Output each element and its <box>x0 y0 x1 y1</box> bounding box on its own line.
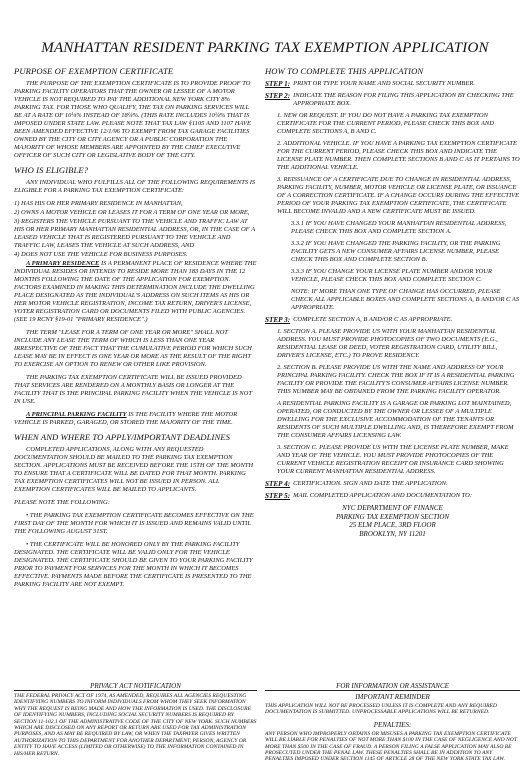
info-heading: FOR INFORMATION OR ASSISTANCE <box>265 682 520 691</box>
step-text: INDICATE THE REASON FOR FILING THIS APPLICATION BY CHECKING THE APPROPRIATE BOX. <box>293 92 514 107</box>
privacy-text: THE FEDERAL PRIVACY ACT OF 1974, AS AMENDED, REQUIRES ALL AGENCIES REQUESTING IDENTIFYING NUMBERS TO INFORM INDIVIDUALS FROM WHOM THEY SEEK INFORMATION WHY THE REQUEST IS BEING MADE AND HOW THE INFORMATION IS USED. THE DISCLOSURE OF IDENTIFYING NUMBERS, INCLUDING SOCIAL SECURITY NUMBERS IS REQUIRED BY SECTION 11-102.1 OF THE ADMINISTRATIVE CODE OF THE CITY OF NEW YORK. SUCH NUMBERS WHICH ARE DISCLOSED ON ANY REPORT OR RETURN ARE USED FOR TAX ADMINISTRATION PURPOSES, AND AS MAY BE REQUIRED BY LAW, OR WHEN THE TAXPAYER GIVES WRITTEN AUTHORIZATION TO THIS DEPARTMENT FOR ANOTHER DEPARTMENT, PERSON, AGENCY OR ENTITY TO HAVE ACCESS (LIMITED OR OTHERWISE) TO THE INFORMATION CONTAINED IN HIS/HER RETURN. <box>14 693 257 757</box>
reminder-text: THIS APPLICATION WILL NOT BE PROCESSED UNLESS IT IS COMPLETE AND ANY REQUIRED DOCUMENTATION IS SUBMITTED. UNPROCESSABLE APPLICATIONS WILL BE RETURNED. <box>265 703 497 716</box>
section-b-text: 2. SECTION B. PLEASE PROVIDE US WITH THE NAME AND ADDRESS OF YOUR PRINCIPAL PARKING FACILITY. CHECK THE BOX IF IT IS A RESIDENTIAL PARKING FACILITY OR PROVIDE THE FACILITY'S CONSUMER AFFAIRS LICENSE NUMBER. THIS NUMBER MAY BE OBTAINED FROM THE PARKING FACILITY OPERATOR. <box>277 364 515 395</box>
privacy-section <box>14 682 257 762</box>
step-5 <box>265 492 520 500</box>
when-where-text: COMPLETED APPLICATIONS, ALONG WITH ANY REQUESTED DOCUMENTATION SHOULD BE MAILED TO THE PARKING TAX EXEMPTION SECTION. APPLICATIONS MUST BE RECEIVED BEFORE THE 15TH OF THE MONTH TO ENSURE THAT A CERTIFICATE WILL BE DATED FOR THAT MONTH. PARKING TAX EXEMPTION CERTIFICATES WILL NOT BE ISSUED IN PERSON. ALL EXEMPTION CERTIFICATES WILL BE MAILED TO APPLICANTS. <box>14 446 254 493</box>
penalties-heading: PENALTIES: <box>373 720 412 729</box>
left-column <box>14 66 257 736</box>
requirement-item: 1) HAS HIS OR HER PRIMARY RESIDENCE IN MANHATTAN, <box>14 200 183 207</box>
address-line: NYC DEPARTMENT OF FINANCE <box>342 504 443 512</box>
principal-facility-text: IS THE FACILITY WHERE THE MOTOR VEHICLE IS PARKED, GARAGED, OR STORED THE MAJORITY OF THE TIME. <box>14 411 238 426</box>
page-title: MANHATTAN RESIDENT PARKING TAX EXEMPTION APPLICATION <box>41 40 489 56</box>
address-line: PARKING TAX EXEMPTION SECTION <box>335 512 450 521</box>
step-text: MAIL COMPLETED APPLICATION AND DOCUMENTATION TO: <box>293 492 473 499</box>
penalties-text: ANY PERSON WHO IMPROPERLY OBTAINS OR MISUSES A PARKING TAX EXEMPTION CERTIFICATE WILL BE LIABLE FOR PENALTIES OF NOT MORE THAN $100 IN THE CASE OF NEGLIGENCE AND NOT MORE THAN $500 IN THE CASE OF FRAUD. A PERSON FILING A FALSE APPLICATION MAY ALSO BE PROSECUTED UNDER THE PENAL LAW. THESE PENALTIES SHALL BE IN ADDITION TO ANY PENALTIES IMPOSED UNDER SECTION 1145 OF ARTICLE 28 OF THE NEW YORK STATE TAX LAW. <box>265 730 517 763</box>
primary-residence-text: IS A PERMANENT PLACE OF RESIDENCE WHERE THE INDIVIDUAL RESIDES OR INTENDS TO RESIDE MORE THAN 183 DAYS IN THE 12 MONTHS FOLLOWING THE DATE OF THE APPLICATION FOR EXEMPTION. FACTORS EXAMINED IN MAKING THIS DETERMINATION INCLUDE THE DWELLING PLACE DESIGNATED AS THE INDIVIDUAL'S ADDRESS ON SUCH ITEMS AS HIS OR HER MOTOR VEHICLE REGISTRATION, INCOME TAX RETURN, DRIVER'S LICENSE, VOTER REGISTRATION CARD OR DOCUMENTS FILED WITH PUBLIC AGENCIES. (SEE 19 RCNY §19-01 "PRIMARY RESIDENCE".) <box>14 260 257 323</box>
section-c-text: 3. SECTION C. PLEASE PROVIDE US WITH THE LICENSE PLATE NUMBER, MAKE AND YEAR OF THE VEHICLE. YOU MUST PROVIDE PHOTOCOPIES OF THE CURRENT VEHICLE REGISTRATION RECEIPT OR INSURANCE CARD SHOWING YOUR CURRENT MANHATTAN RESIDENTIAL ADDRESS. <box>277 444 509 475</box>
how-to-heading: HOW TO COMPLETE THIS APPLICATION <box>265 66 424 76</box>
when-where-heading: WHEN AND WHERE TO APPLY/IMPORTANT DEADLINES <box>14 432 231 442</box>
eligible-intro: ANY INDIVIDUAL WHO FULFILLS ALL OF THE FOLLOWING REQUIREMENTS IS ELIGIBLE FOR A PARKING TAX EXEMPTION CERTIFICATE: <box>14 179 256 194</box>
primary-residence-paragraph <box>14 260 257 324</box>
step-label: STEP 4: <box>265 480 291 488</box>
residential-facility-text: A RESIDENTIAL PARKING FACILITY IS A GARAGE OR PARKING LOT MAINTAINED, OPERATED, OR CONDUCTED BY THE OWNER OR LESSEE OF A MULTIPLE DWELLING FOR THE EXCLUSIVE ACCOMMODATION OF THE TENANTS OR RESIDENTS OF SUCH MULTIPLE DWELLING AND, IS THEREFORE EXEMPT FROM THE CONSUMER AFFAIRS LICENSING LAW. <box>277 400 514 439</box>
step-2 <box>265 92 520 108</box>
step-2-item-3-3: 3.3.3 IF YOU CHANGE YOUR LICENSE PLATE NUMBER AND/OR YOUR VEHICLE, PLEASE CHECK THIS BOX AND COMPLETE SECTION C. <box>291 268 492 283</box>
note-multiple-changes: NOTE: IF MORE THAN ONE TYPE OF CHANGE HAS OCCURRED, PLEASE CHECK ALL APPLICABLE BOXES AND COMPLETE SECTIONS A, B AND/OR C AS APPROPRIATE. <box>291 288 520 311</box>
principal-facility-term: A PRINCIPAL PARKING FACILITY <box>26 411 127 418</box>
step-2-item-3-2: 3.3.2 IF YOU HAVE CHANGED THE PARKING FACILITY, OR THE PARKING FACILITY GETS A NEW CONSUMER AFFAIRS LICENSE NUMBER, PLEASE CHECK THIS BOX AND COMPLETE SECTION B. <box>291 240 501 263</box>
purpose-heading: PURPOSE OF EXEMPTION CERTIFICATE <box>14 66 174 76</box>
step-3 <box>265 316 520 324</box>
address-line: 25 ELM PLACE, 3RD FLOOR <box>349 521 436 529</box>
requirement-item: 2) OWNS A MOTOR VEHICLE OR LEASES IT FOR A TERM OF ONE YEAR OR MORE, <box>14 209 250 216</box>
section-a-text: 1. SECTION A. PLEASE PROVIDE US WITH YOUR MANHATTAN RESIDENTIAL ADDRESS. YOU MUST PROVIDE PHOTOCOPIES OF TWO DOCUMENTS (E.G., RESIDENTIAL LEASE OR DEED, VOTER REGISTRATION CARD, UTILITY BILL, DRIVER'S LICENSE, ETC.) TO PROVE RESIDENCY. <box>277 328 498 359</box>
step-label: STEP 2: <box>265 92 291 100</box>
purpose-text: THE PURPOSE OF THE EXEMPTION CERTIFICATE IS TO PROVIDE PROOF TO PARKING FACILITY OPERATORS THAT THE OWNER OR LESSEE OF A MOTOR VEHICLE IS NOT REQUIRED TO PAY THE ADDITIONAL NEW YORK CITY 8% PARKING TAX. FOR THOSE WHO QUALIFY, THE TAX ON PARKING SERVICES WILL BE AT A RATE OF 10¼% INSTEAD OF 18¼%. (THIS RATE INCLUDES 10¼% THAT IS IMPOSED UNDER STATE LAW. PLEASE NOTE THAT TAX LAW §1105 AND 1107 HAVE BEEN AMENDED EFFECTIVE 12/1/96 TO EXEMPT FROM TAX GARAGE FACILITIES OWNED BY THE CITY OR CITY AGENCY OR A PUBLIC CORPORATION THE MAJORITY OF WHOSE MEMBERS ARE APPOINTED BY THE CHIEF EXECUTIVE OFFICER OF SUCH CITY OR LEGISLATIVE BODY OF THE CITY. <box>14 80 251 159</box>
lease-text: THE TERM "LEASE FOR A TERM OF ONE YEAR OR MORE" SHALL NOT INCLUDE ANY LEASE THE TERM OF WHICH IS LESS THAN ONE YEAR IRRESPECTIVE OF THE FACT THAT THE CUMULATIVE PERIOD FOR WHICH SUCH LEASE MAY BE IN EFFECT IS ONE YEAR OR MORE AS THE RESULT OF THE RIGHT TO EXERCISE AN OPTION TO RENEW OR OTHER LIKE PROVISION. <box>14 329 252 368</box>
step-label: STEP 1: <box>265 80 291 88</box>
reminder-heading: IMPORTANT REMINDER <box>355 693 430 701</box>
requirement-item: 4) DOES NOT USE THE VEHICLE FOR BUSINESS PURPOSES. <box>14 251 188 258</box>
step-4 <box>265 480 520 488</box>
privacy-heading: PRIVACY ACT NOTIFICATION <box>14 682 257 691</box>
requirements-list <box>14 200 257 259</box>
address-line: BROOKLYN, NY 11201 <box>359 529 426 538</box>
step-2-item-2: 2. ADDITIONAL VEHICLE. IF YOU HAVE A PARKING TAX EXEMPTION CERTIFICATE FOR THE CURRENT PERIOD, PLEASE CHECK THIS BOX AND INDICATE THE LICENSE PLATE NUMBER. THEN COMPLETE SECTIONS B AND C AS IT PERTAINS TO THE ADDITIONAL VEHICLE. <box>277 140 520 171</box>
step-2-item-3: 3. REISSUANCE OF A CERTIFICATE DUE TO CHANGE IN RESIDENTIAL ADDRESS, PARKING FACILITY, NUMBER, MOTOR VEHICLE OR LICENSE PLATE, OR ISSUANCE OF A CORRECTION CERTIFICATE. IF A CHANGE OCCURS DURING THE EFFECTIVE PERIOD OF YOUR PARKING TAX EXEMPTION CERTIFICATE, THE CERTIFICATE WILL BECOME INVALID AND A NEW CERTIFICATE MUST BE ISSUED. <box>277 176 520 215</box>
step-text: PRINT OR TYPE YOUR NAME AND SOCIAL SECURITY NUMBER. <box>293 80 475 87</box>
note-heading: PLEASE NOTE THE FOLLOWING: <box>14 499 110 506</box>
step-label: STEP 3: <box>265 316 291 324</box>
step-2-item-1: 1. NEW OR REQUEST. IF YOU DO NOT HAVE A PARKING TAX EXEMPTION CERTIFICATE FOR THE CURRENT PERIOD, PLEASE CHECK THIS BOX AND COMPLETE SECTIONS A, B AND C. <box>277 112 494 135</box>
note-bullet: • THE PARKING TAX EXEMPTION CERTIFICATE BECOMES EFFECTIVE ON THE FIRST DAY OF THE MONTH FOR WHICH IT IS ISSUED AND REMAINS VALID UNTIL THE FOLLOWING AUGUST 31ST. <box>14 512 254 535</box>
principal-facility-paragraph <box>14 411 257 427</box>
info-section <box>265 682 520 768</box>
step-2-item-3-1: 3.3.1 IF YOU HAVE CHANGED YOUR MANHATTAN RESIDENTIAL ADDRESS, PLEASE CHECK THIS BOX AND COMPLETE SECTION A. <box>291 220 507 235</box>
certificate-issued-text: THE PARKING TAX EXEMPTION CERTIFICATE WILL BE ISSUED PROVIDED THAT SERVICES ARE RENDERED ON A MONTHLY BASIS OR LONGER AT THE FACILITY THAT IS THE PRINCIPAL PARKING FACILITY WHEN THE VEHICLE IS NOT IN USE. <box>14 374 252 405</box>
primary-residence-term: A PRIMARY RESIDENCE <box>26 260 100 267</box>
step-1 <box>265 80 520 88</box>
eligible-heading: WHO IS ELIGIBLE? <box>14 165 89 175</box>
mailing-address <box>265 504 520 538</box>
step-text: COMPLETE SECTION A, B AND/OR C AS APPROPRIATE. <box>293 316 453 323</box>
step-label: STEP 5: <box>265 492 291 500</box>
requirement-item: 3) REGISTERS THE VEHICLE PURSUANT TO THE VEHICLE AND TRAFFIC LAW AT HIS OR HER PRIMARY MANHATTAN RESIDENTIAL ADDRESS, OR, IN THE CASE OF A LEASED VEHICLE THAT IS REGISTERED PURSUANT TO THE VEHICLE AND TRAFFIC LAW, LEASES THE VEHICLE AT SUCH ADDRESS, AND <box>14 218 255 249</box>
step-text: CERTIFICATION. SIGN AND DATE THE APPLICATION. <box>293 480 448 487</box>
note-bullet: • THE CERTIFICATE WILL BE HONORED ONLY BY THE PARKING FACILITY DESIGNATED. THE CERTIFICATE WILL BE VALID ONLY FOR THE VEHICLE DESIGNATED. THE CERTIFICATE SHOULD BE GIVEN TO YOUR PARKING FACILITY PRIOR TO PAYMENT FOR SERVICES FOR THE MONTH IN WHICH IT BECOMES EFFECTIVE. PAYMENTS MADE BEFORE THE CERTIFICATE IS PRESENTED TO THE PARKING FACILITY ARE NOT EXEMPT. <box>14 541 253 588</box>
right-column <box>265 66 520 736</box>
